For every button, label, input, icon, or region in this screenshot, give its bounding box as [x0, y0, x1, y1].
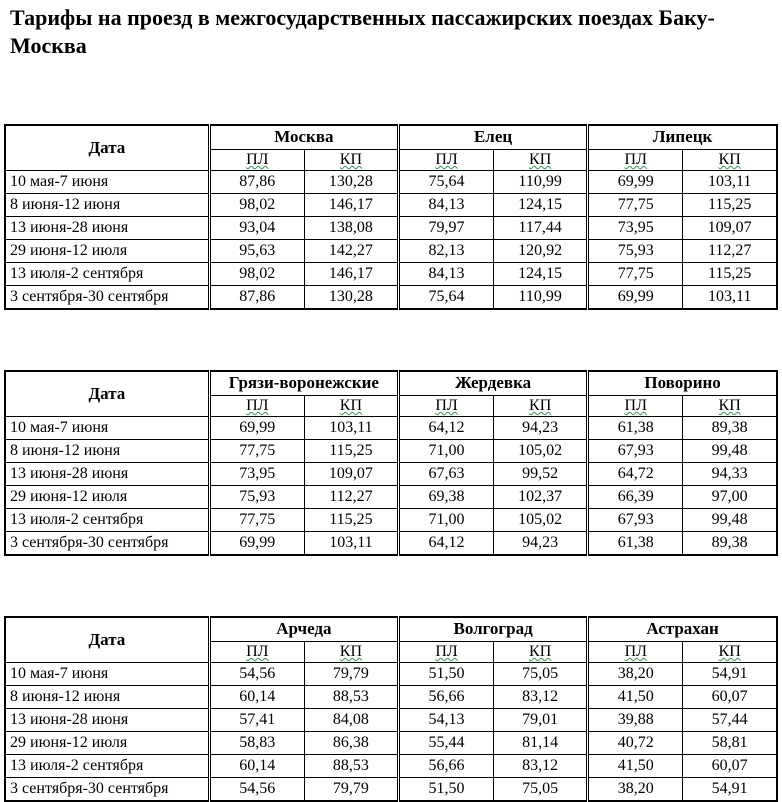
fare-kp-cell: 112,27: [683, 240, 777, 263]
date-range-cell: 10 мая-7 июня: [5, 171, 209, 194]
fare-kp-cell: 54,91: [683, 778, 777, 802]
table-row: [5, 709, 777, 732]
fare-kp-cell: 103,11: [304, 532, 398, 556]
fare-pl-cell: 41,50: [588, 755, 683, 778]
fare-kp-cell: 110,99: [494, 286, 588, 310]
fare-kp-cell: 109,07: [304, 463, 398, 486]
pl-header: ПЛ: [624, 150, 647, 168]
fare-pl-cell: 67,93: [588, 509, 683, 532]
fare-pl-cell: 67,63: [398, 463, 493, 486]
date-header: Дата: [5, 371, 209, 417]
fare-pl-cell: 75,64: [398, 286, 493, 310]
fare-pl-cell: 64,12: [398, 532, 493, 556]
fare-kp-cell: 138,08: [304, 217, 398, 240]
date-range-cell: 29 июня-12 июля: [5, 240, 209, 263]
fare-pl-cell: 67,93: [588, 440, 683, 463]
city-header: Жердевка: [398, 371, 587, 395]
fare-pl-cell: 73,95: [209, 463, 304, 486]
kp-header: КП: [718, 642, 741, 660]
fare-pl-cell: 79,97: [398, 217, 493, 240]
fare-kp-cell: 115,25: [683, 194, 777, 217]
fare-pl-cell: 51,50: [398, 778, 493, 802]
fare-kp-cell: 83,12: [494, 686, 588, 709]
date-range-cell: 13 июля-2 сентября: [5, 755, 209, 778]
city-header: Грязи-воронежские: [209, 371, 398, 395]
pl-header: ПЛ: [624, 642, 647, 660]
kp-header: КП: [339, 396, 363, 414]
page-title: Тарифы на проезд в межгосударственных пассажирских поездах Баку-Москва: [10, 5, 715, 58]
fare-pl-cell: 98,02: [209, 194, 304, 217]
fare-kp-cell: 89,38: [683, 417, 777, 440]
city-header: Поворино: [588, 371, 777, 395]
table-row: [5, 417, 777, 440]
fare-pl-cell: 73,95: [588, 217, 683, 240]
table-row: [5, 532, 777, 556]
fare-kp-cell: 79,01: [494, 709, 588, 732]
fare-kp-cell: 75,05: [494, 778, 588, 802]
date-range-cell: 13 июля-2 сентября: [5, 509, 209, 532]
fare-kp-cell: 109,07: [683, 217, 777, 240]
fare-kp-cell: 124,15: [494, 263, 588, 286]
city-header: Волгоград: [398, 617, 587, 641]
fare-pl-cell: 69,99: [209, 417, 304, 440]
fare-pl-cell: 58,83: [209, 732, 304, 755]
fare-pl-cell: 84,13: [398, 263, 493, 286]
fare-pl-cell: 57,41: [209, 709, 304, 732]
table-row: [5, 732, 777, 755]
fare-pl-cell: 95,63: [209, 240, 304, 263]
fare-pl-cell: 60,14: [209, 755, 304, 778]
fare-pl-cell: 61,38: [588, 417, 683, 440]
fare-kp-cell: 81,14: [494, 732, 588, 755]
fare-kp-cell: 94,23: [494, 532, 588, 556]
fare-pl-cell: 87,86: [209, 286, 304, 310]
table-row: [5, 663, 777, 686]
fare-kp-cell: 115,25: [683, 263, 777, 286]
fare-pl-cell: 77,75: [209, 440, 304, 463]
table-row: [5, 440, 777, 463]
fare-kp-cell: 54,91: [683, 663, 777, 686]
fare-pl-cell: 56,66: [398, 755, 493, 778]
fare-kp-cell: 105,02: [494, 509, 588, 532]
table-row: [5, 171, 777, 194]
city-header: Арчеда: [209, 617, 398, 641]
table-row: [5, 686, 777, 709]
fare-pl-cell: 75,93: [588, 240, 683, 263]
fare-kp-cell: 103,11: [683, 286, 777, 310]
pl-header: ПЛ: [435, 150, 458, 168]
fare-kp-cell: 88,53: [304, 755, 398, 778]
date-header: Дата: [5, 125, 209, 171]
kp-header: КП: [718, 150, 741, 168]
pl-header: ПЛ: [624, 396, 647, 414]
date-range-cell: 29 июня-12 июля: [5, 732, 209, 755]
fare-kp-cell: 79,79: [304, 663, 398, 686]
fare-kp-cell: 117,44: [494, 217, 588, 240]
date-range-cell: 10 мая-7 июня: [5, 417, 209, 440]
fare-pl-cell: 75,93: [209, 486, 304, 509]
table-body: [5, 417, 777, 556]
date-range-cell: 10 мая-7 июня: [5, 663, 209, 686]
fare-pl-cell: 56,66: [398, 686, 493, 709]
fare-kp-cell: 97,00: [683, 486, 777, 509]
fare-kp-cell: 103,11: [304, 417, 398, 440]
fare-pl-cell: 64,72: [588, 463, 683, 486]
fare-pl-cell: 77,75: [209, 509, 304, 532]
date-range-cell: 8 июня-12 июня: [5, 194, 209, 217]
table-row: [5, 217, 777, 240]
date-range-cell: 3 сентября-30 сентября: [5, 778, 209, 802]
table-body: [5, 663, 777, 802]
fare-kp-cell: 130,28: [304, 171, 398, 194]
kp-header: КП: [529, 150, 552, 168]
pl-header: ПЛ: [246, 642, 269, 660]
fare-pl-cell: 71,00: [398, 509, 493, 532]
fare-kp-cell: 89,38: [683, 532, 777, 556]
fare-table-3: [4, 616, 778, 802]
fare-pl-cell: 60,14: [209, 686, 304, 709]
pl-header: ПЛ: [435, 396, 458, 414]
fare-kp-cell: 146,17: [304, 194, 398, 217]
fare-kp-cell: 142,27: [304, 240, 398, 263]
fare-kp-cell: 60,07: [683, 686, 777, 709]
fare-pl-cell: 98,02: [209, 263, 304, 286]
fare-pl-cell: 77,75: [588, 194, 683, 217]
city-header: Москва: [209, 125, 398, 149]
fare-pl-cell: 61,38: [588, 532, 683, 556]
fare-pl-cell: 77,75: [588, 263, 683, 286]
fare-pl-cell: 66,39: [588, 486, 683, 509]
pl-header: ПЛ: [435, 642, 458, 660]
fare-pl-cell: 55,44: [398, 732, 493, 755]
kp-header: КП: [529, 642, 552, 660]
fare-pl-cell: 51,50: [398, 663, 493, 686]
fare-pl-cell: 69,99: [209, 532, 304, 556]
fare-kp-cell: 130,28: [304, 286, 398, 310]
fare-pl-cell: 75,64: [398, 171, 493, 194]
kp-header: КП: [718, 396, 741, 414]
fare-kp-cell: 99,48: [683, 509, 777, 532]
table-row: [5, 463, 777, 486]
table-row: [5, 755, 777, 778]
date-range-cell: 13 июня-28 июня: [5, 709, 209, 732]
date-range-cell: 13 июня-28 июня: [5, 217, 209, 240]
fare-pl-cell: 69,99: [588, 286, 683, 310]
date-range-cell: 3 сентября-30 сентября: [5, 286, 209, 310]
kp-header: КП: [339, 150, 363, 168]
date-header: Дата: [5, 617, 209, 663]
fare-pl-cell: 87,86: [209, 171, 304, 194]
city-header: Астрахан: [588, 617, 777, 641]
fare-kp-cell: 146,17: [304, 263, 398, 286]
fare-pl-cell: 54,13: [398, 709, 493, 732]
fare-pl-cell: 39,88: [588, 709, 683, 732]
fare-kp-cell: 79,79: [304, 778, 398, 802]
table-row: [5, 509, 777, 532]
table-row: [5, 486, 777, 509]
date-range-cell: 13 июля-2 сентября: [5, 263, 209, 286]
fare-pl-cell: 40,72: [588, 732, 683, 755]
kp-header: КП: [339, 642, 363, 660]
fare-kp-cell: 83,12: [494, 755, 588, 778]
table-row: [5, 240, 777, 263]
fare-kp-cell: 88,53: [304, 686, 398, 709]
fare-kp-cell: 94,33: [683, 463, 777, 486]
fare-kp-cell: 60,07: [683, 755, 777, 778]
fare-kp-cell: 94,23: [494, 417, 588, 440]
date-range-cell: 8 июня-12 июня: [5, 686, 209, 709]
fare-kp-cell: 58,81: [683, 732, 777, 755]
fare-pl-cell: 38,20: [588, 778, 683, 802]
fare-pl-cell: 82,13: [398, 240, 493, 263]
fare-table-2: [4, 370, 778, 556]
fare-kp-cell: 115,25: [304, 509, 398, 532]
table-row: [5, 194, 777, 217]
city-header: Липецк: [588, 125, 777, 149]
fare-pl-cell: 71,00: [398, 440, 493, 463]
fare-table-1: [4, 124, 778, 310]
fare-kp-cell: 103,11: [683, 171, 777, 194]
date-range-cell: 8 июня-12 июня: [5, 440, 209, 463]
pl-header: ПЛ: [246, 150, 269, 168]
fare-pl-cell: 54,56: [209, 663, 304, 686]
fare-pl-cell: 38,20: [588, 663, 683, 686]
kp-header: КП: [529, 396, 552, 414]
fare-pl-cell: 93,04: [209, 217, 304, 240]
pl-header: ПЛ: [246, 396, 269, 414]
fare-kp-cell: 84,08: [304, 709, 398, 732]
fare-kp-cell: 115,25: [304, 440, 398, 463]
date-range-cell: 3 сентября-30 сентября: [5, 532, 209, 556]
fare-pl-cell: 69,38: [398, 486, 493, 509]
fare-kp-cell: 99,52: [494, 463, 588, 486]
fare-kp-cell: 120,92: [494, 240, 588, 263]
table-row: [5, 263, 777, 286]
fare-kp-cell: 112,27: [304, 486, 398, 509]
fare-kp-cell: 99,48: [683, 440, 777, 463]
fare-pl-cell: 54,56: [209, 778, 304, 802]
fare-kp-cell: 105,02: [494, 440, 588, 463]
fare-pl-cell: 64,12: [398, 417, 493, 440]
fare-pl-cell: 84,13: [398, 194, 493, 217]
fare-kp-cell: 86,38: [304, 732, 398, 755]
fare-kp-cell: 75,05: [494, 663, 588, 686]
fare-kp-cell: 124,15: [494, 194, 588, 217]
date-range-cell: 29 июня-12 июля: [5, 486, 209, 509]
city-header: Елец: [398, 125, 587, 149]
date-range-cell: 13 июня-28 июня: [5, 463, 209, 486]
table-row: [5, 778, 777, 802]
table-row: [5, 286, 777, 310]
fare-kp-cell: 110,99: [494, 171, 588, 194]
table-body: [5, 171, 777, 310]
fare-kp-cell: 102,37: [494, 486, 588, 509]
fare-pl-cell: 69,99: [588, 171, 683, 194]
fare-kp-cell: 57,44: [683, 709, 777, 732]
fare-pl-cell: 41,50: [588, 686, 683, 709]
